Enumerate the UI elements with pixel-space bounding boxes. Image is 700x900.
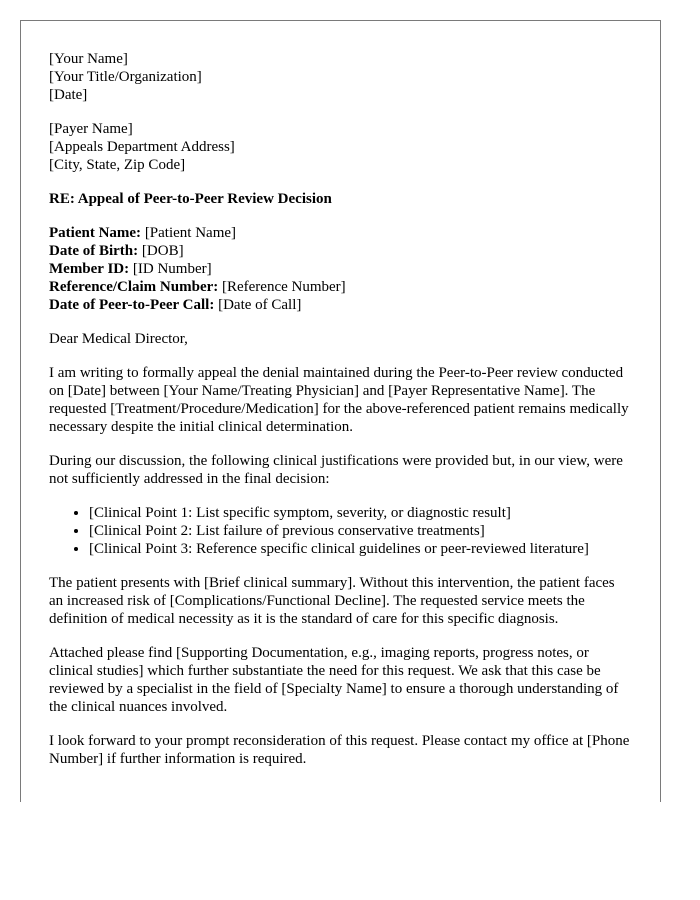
body-paragraph-2: During our discussion, the following clinical justifications were provided but, in our view, were not sufficiently addressed in the final decision: [49,453,623,487]
patient-info-value: [Patient Name] [141,225,237,241]
patient-info-label: Date of Birth: [49,243,139,259]
patient-info-value: [Date of Call] [214,297,302,313]
recipient-city-state-zip: [City, State, Zip Code] [49,157,186,173]
body-paragraph-4: Attached please find [Supporting Documentation, e.g., imaging reports, progress notes, or clinical studies] which further substantiate the need for this request. We ask that this case be reviewed by a specialist in the field of [Specialty Name] to ensure a thorough understanding of the clinical nuances involved. [49,645,619,715]
recipient-payer: [Payer Name] [49,121,133,137]
patient-info-value: [Reference Number] [218,279,346,295]
body-paragraph-5: I look forward to your prompt reconsideration of this request. Please contact my office at [Phone Number] if further information is required. [49,733,630,767]
patient-info-block [49,224,632,314]
patient-info-row [49,296,632,314]
clinical-point-item: • [Clinical Point 2: List failure of previous conservative treatments] [89,522,632,540]
recipient-block [49,120,632,174]
patient-info-value: [ID Number] [129,261,212,277]
clinical-point-item: • [Clinical Point 3: Reference specific clinical guidelines or peer-reviewed literature] [89,540,632,558]
patient-info-row [49,260,632,278]
salutation: Dear Medical Director, [49,331,188,347]
sender-name: [Your Name] [49,51,128,67]
body-paragraph-3: The patient presents with [Brief clinical summary]. Without this intervention, the patient faces an increased risk of [Complications/Functional Decline]. The requested service meets the definition of medical necessity as it is the standard of care for this specific diagnosis. [49,575,615,627]
sender-date: [Date] [49,87,88,103]
letter-content [21,21,660,768]
clinical-points-list [49,504,632,558]
patient-info-value: [DOB] [138,243,184,259]
clinical-point-item: • [Clinical Point 1: List specific symptom, severity, or diagnostic result] [89,504,632,522]
patient-info-label: Date of Peer-to-Peer Call: [49,297,215,313]
subject-line: RE: Appeal of Peer-to-Peer Review Decision [49,191,332,207]
letter-page [20,20,661,802]
body-paragraph-1: I am writing to formally appeal the denial maintained during the Peer-to-Peer review conducted on [Date] between [Your Name/Treating Physician] and [Payer Representative Name]. The requested [Treatment/Procedure/Medication] for the above-referenced patient remains medically necessary despite the initial clinical determination. [49,365,629,435]
sender-block [49,50,632,104]
sender-title-org: [Your Title/Organization] [49,69,202,85]
patient-info-label: Patient Name: [49,225,142,241]
recipient-address: [Appeals Department Address] [49,139,235,155]
patient-info-row [49,278,632,296]
patient-info-row [49,224,632,242]
patient-info-row [49,242,632,260]
patient-info-label: Reference/Claim Number: [49,279,219,295]
patient-info-label: Member ID: [49,261,130,277]
